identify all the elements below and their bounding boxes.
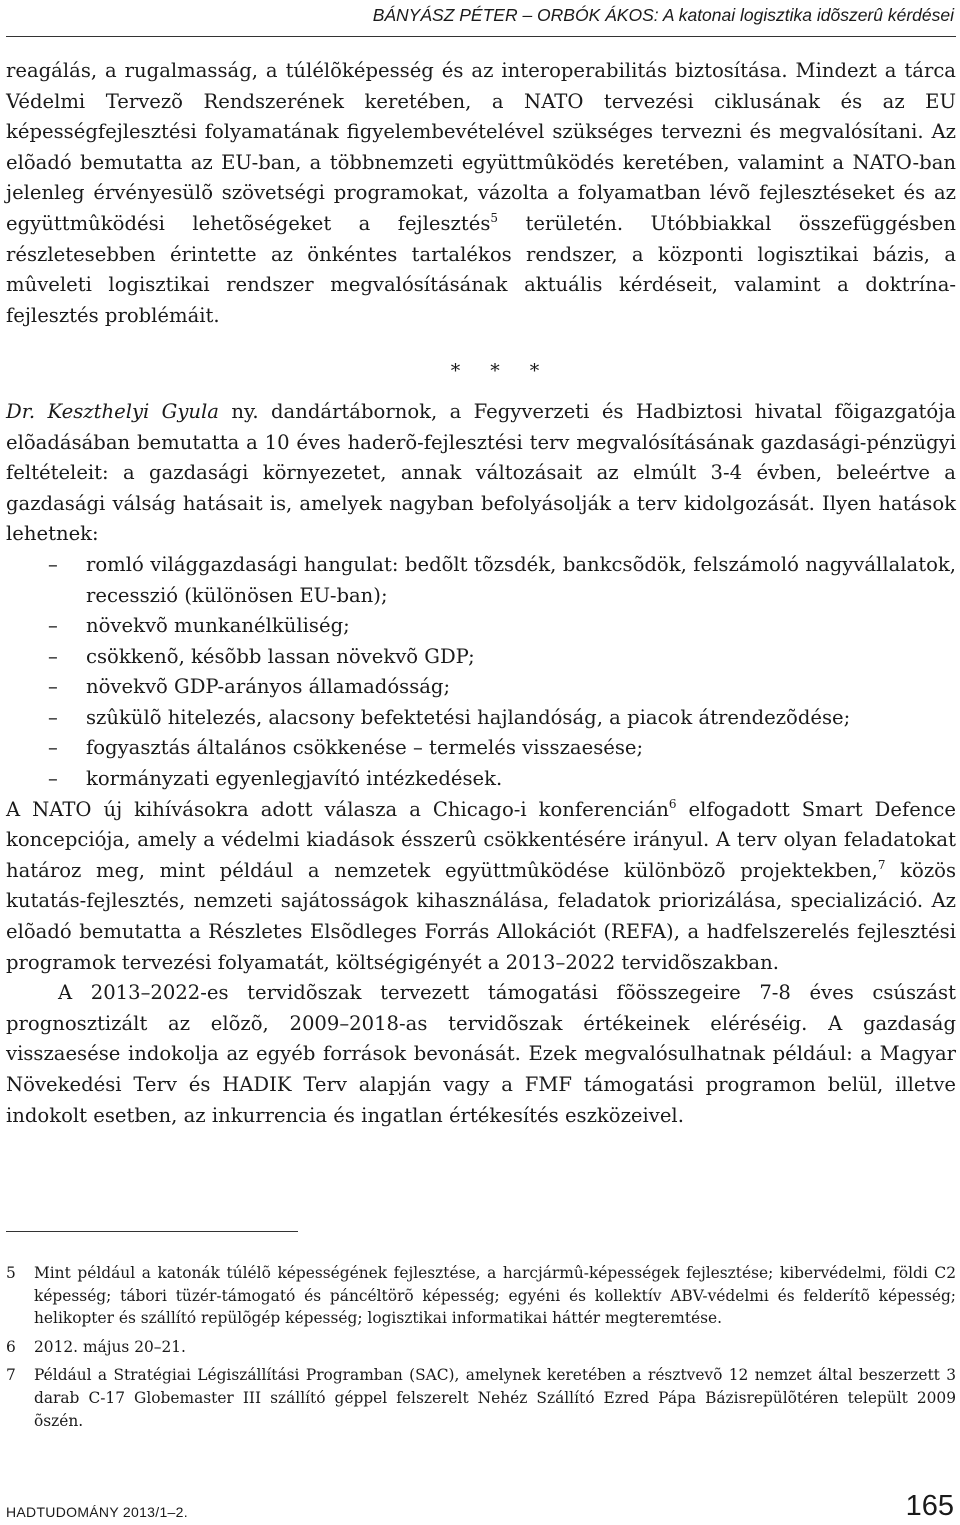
dash-bullet: – xyxy=(48,767,58,791)
footnote-5 xyxy=(6,1262,956,1330)
footnote-ref-5[interactable]: 5 xyxy=(490,210,499,225)
footnote-divider xyxy=(6,1231,298,1232)
journal-footer: HADTUDOMÁNY 2013/1–2. xyxy=(6,1504,188,1520)
list-item xyxy=(6,672,956,703)
paragraph-4: A 2013–2022-es tervidõszak tervezett támogatási fõösszegeire 7-8 éves csúszást prognosztizált az elõzõ, 2009–2018-as tervidõszak értékeinek eléréséig. A gazdaság visszaesése indokolja az egyéb források bevonását. Ezek megvalósulhatnak például: a Magyar Növekedési Terv és HADIK Terv alapján vagy a FMF támogatási programon belül, illetve indokolt esetben, az inkurrencia és ingatlan értékesítés eszközeivel. xyxy=(6,981,956,1127)
paragraph-1 xyxy=(6,56,956,331)
paragraph-3-text-c: közös kutatás-fejlesztés, nemzeti sajátosságok kihasználása, feladatok priorizálása, specializáció. Az elõadó bemutatta a Részletes Elsõdleges Forrás Allokációt (REFA), a hadfelszerelés fejlesztési programok tervezési folyamatát, költségigényét a 2013–2022 tervidõszakban. xyxy=(6,858,956,974)
list-item xyxy=(6,733,956,764)
paragraph-3-text-b: elfogadott Smart Defence koncepciója, amely a védelmi kiadások ésszerû csökkentésére irányul. A terv olyan feladatokat határoz meg, mint például a nemzetek együttmûködése különbözõ projektekben, xyxy=(6,797,957,882)
page-number: 165 xyxy=(905,1490,954,1522)
list-item-text: fogyasztás általános csökkenése – termelés visszaesése; xyxy=(86,736,644,760)
section-separator: * * * xyxy=(450,360,552,383)
footnote-text: 2012. május 20–21. xyxy=(34,1337,186,1356)
running-header xyxy=(6,5,954,26)
list-item-text: növekvõ GDP-arányos államadósság; xyxy=(86,675,451,699)
list-item xyxy=(6,642,956,673)
header-divider xyxy=(6,36,956,37)
list-item xyxy=(6,703,956,734)
dash-bullet: – xyxy=(48,675,58,699)
article-body xyxy=(6,56,956,1131)
footnote-7 xyxy=(6,1364,956,1432)
speaker-name: Dr. Keszthelyi Gyula xyxy=(6,399,219,423)
paragraph-1-text-b: területén. Utóbbiakkal összefüggésben részletesebben érintette az önkéntes tartalékos rendszer, a központi logisztikai bázis, a mûveleti logisztikai rendszer megvalósításának aktuális kérdéseit, valamint a doktrína-fejlesztés problémáit. xyxy=(6,211,956,327)
paragraph-2 xyxy=(6,397,956,550)
paragraph-2-text: ny. dandártábornok, a Fegyverzeti és Hadbiztosi hivatal fõigazgatója elõadásában bemutatta a 10 éves haderõ-fejlesztési terv megvalósításának gazdasági-pénzügyi feltételeit: a gazdasági környezetet, annak változásait az elmúlt 3-4 évben, beleértve a gazdasági válság hatásait is, amelyek nagyban befolyásolják a terv kidolgozását. Ilyen hatások lehetnek: xyxy=(6,399,956,546)
list-item xyxy=(6,550,956,611)
dash-bullet: – xyxy=(48,552,58,576)
paragraph-3 xyxy=(6,795,956,979)
list-item-text: csökkenõ, késõbb lassan növekvõ GDP; xyxy=(86,644,475,668)
dash-bullet: – xyxy=(48,644,58,668)
footnote-6 xyxy=(6,1336,956,1359)
footnote-text: Például a Stratégiai Légiszállítási Programban (SAC), amelynek keretében a résztvevõ 12 nemzet által beszerzett 3 darab C-17 Globemaster III szállító géppel felszerelt Nehéz Szállító Ezred Pápa Bázisrepülõtéren települt 2009 õszén. xyxy=(34,1366,956,1430)
dash-bullet: – xyxy=(48,736,58,760)
effects-list xyxy=(6,550,956,795)
footnote-ref-7[interactable]: 7 xyxy=(877,857,886,872)
footnote-number: 6 xyxy=(6,1337,16,1356)
list-item-text: növekvõ munkanélküliség; xyxy=(86,614,350,638)
paragraph-1-text-a: reagálás, a rugalmasság, a túlélõképesség és az interoperabilitás biztosítása. Mindezt a tárca Védelmi Tervezõ Rendszerének keretében, a NATO tervezési ciklusának és az EU képességfejlesztési folyamatának figyelembevételével szükséges tervezni és megvalósítani. Az elõadó bemutatta az EU-ban, a többnemzeti együttmûködés keretében, valamint a NATO-ban jelenleg érvényesülõ szövetségi programokat, vázolta a folyamatban lévõ fejlesztéseket és az együttmûködési lehetõségeket a fejlesztés xyxy=(6,59,956,235)
footnote-ref-6[interactable]: 6 xyxy=(668,796,677,811)
dash-bullet: – xyxy=(48,705,58,729)
footnote-number: 5 xyxy=(6,1264,16,1282)
running-title: BÁNYÁSZ PÉTER – ORBÓK ÁKOS: A katonai logisztika idõszerû kérdései xyxy=(372,5,954,25)
list-item-text: szûkülõ hitelezés, alacsony befektetési hajlandóság, a piacok átrendezõdése; xyxy=(86,705,851,729)
list-item xyxy=(6,611,956,642)
footnote-text: Mint például a katonák túlélõ képességének fejlesztése, a harcjármû-képességek fejlesztése; kibervédelmi, földi C2 képesség; tábori tüzér-támogató és páncéltörõ képesség; egyéni és kollektív ABV-védelmi és felderítõ képesség; helikopter és szállító repülõgép képesség; logisztikai informatikai háttér megteremtése. xyxy=(34,1264,956,1328)
paragraph-3-text-a: A NATO új kihívásokra adott válasza a Chicago-i konferencián xyxy=(6,797,669,821)
footnotes xyxy=(6,1262,956,1438)
footnote-number: 7 xyxy=(6,1366,16,1385)
list-item xyxy=(6,764,956,795)
list-item-text: kormányzati egyenlegjavító intézkedések. xyxy=(86,767,503,791)
dash-bullet: – xyxy=(48,614,58,638)
list-item-text: romló világgazdasági hangulat: bedõlt tõzsdék, bankcsõdök, felszámoló nagyvállalatok, recesszió (különösen EU-ban); xyxy=(86,552,956,607)
